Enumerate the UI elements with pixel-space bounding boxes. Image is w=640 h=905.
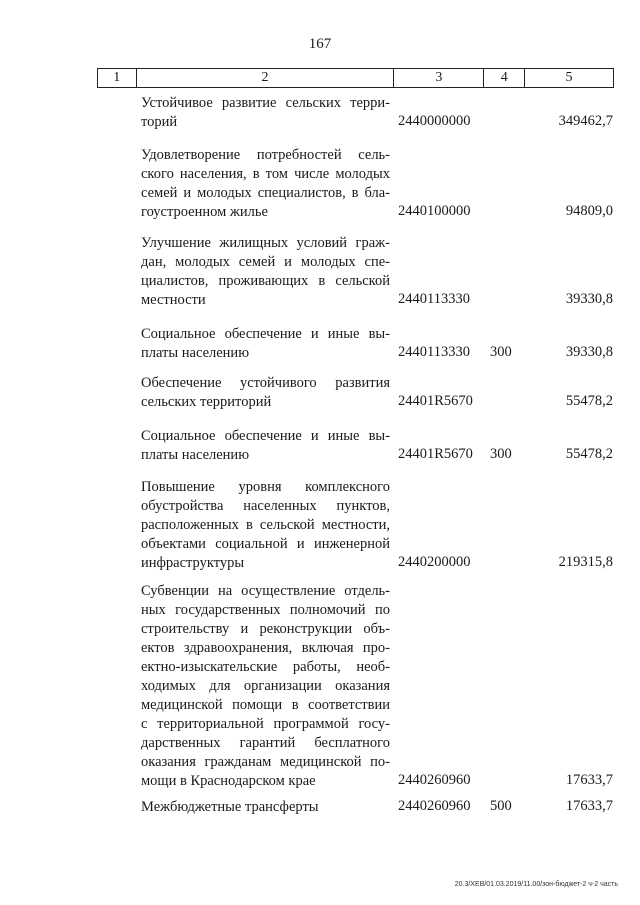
description-line: с территориальной программой госу- xyxy=(141,716,390,732)
row-code: 2440113330 xyxy=(398,344,470,360)
header-col-1: 1 xyxy=(98,69,137,88)
row-code: 2440260960 xyxy=(398,772,471,788)
description-line: Субвенции на осуществление отдель- xyxy=(141,583,390,599)
description-line: Межбюджетные трансферты xyxy=(141,799,319,815)
row-code: 2440100000 xyxy=(398,203,471,219)
description-line: циалистов, проживающих в сельской xyxy=(141,273,390,289)
row-description xyxy=(141,798,390,817)
footer-note: 20.3/XEB/01.03.2019/11.00/зон-бюджет-2 ч-2 часть xyxy=(454,881,618,888)
description-line: местности xyxy=(141,292,206,308)
description-line: Устойчивое развитие сельских терри- xyxy=(141,95,390,111)
description-line: Обеспечение устойчивого развития xyxy=(141,375,390,391)
description-line: платы населению xyxy=(141,345,250,361)
row-description xyxy=(141,427,390,465)
description-line: инфраструктуры xyxy=(141,555,245,571)
header-col-4: 4 xyxy=(484,69,525,88)
description-line: Социальное обеспечение и иные вы- xyxy=(141,326,390,342)
row-code: 2440200000 xyxy=(398,554,471,570)
description-line: семей и молодых специалистов, в бла- xyxy=(141,185,390,201)
description-line: расположенных в сельской местности, xyxy=(141,517,390,533)
description-line: ектно-изыскательские работы, необ- xyxy=(141,659,390,675)
description-line: дарственных гарантий бесплатного xyxy=(141,735,390,751)
description-line: объектами социальной и инженерной xyxy=(141,536,390,552)
table-header xyxy=(97,68,614,88)
row-amount: 39330,8 xyxy=(565,291,613,307)
row-amount: 17633,7 xyxy=(565,772,613,788)
row-amount: 55478,2 xyxy=(565,446,613,462)
row-amount: 17633,7 xyxy=(565,798,613,814)
description-line: Удовлетворение потребностей сель- xyxy=(141,147,390,163)
header-col-5: 5 xyxy=(524,69,613,88)
description-line: ектов здравоохранения, включая про- xyxy=(141,640,390,656)
description-line: оказания гражданам медицинской по- xyxy=(141,754,390,770)
row-code: 24401R5670 xyxy=(398,393,473,409)
header-col-3: 3 xyxy=(394,69,484,88)
row-amount: 39330,8 xyxy=(565,344,613,360)
row-description xyxy=(141,146,390,222)
description-line: строительству и реконструкции объ- xyxy=(141,621,390,637)
description-line: ных государственных полномочий по xyxy=(141,602,390,618)
row-description xyxy=(141,234,390,310)
description-line: ского населения, в том числе молодых xyxy=(141,166,390,182)
row-code: 2440260960 xyxy=(398,798,471,814)
row-expense-type: 300 xyxy=(490,344,512,360)
row-description xyxy=(141,478,390,573)
description-line: Социальное обеспечение и иные вы- xyxy=(141,428,390,444)
row-expense-type: 300 xyxy=(490,446,512,462)
page-number: 167 xyxy=(308,36,332,52)
row-code: 2440113330 xyxy=(398,291,470,307)
row-description xyxy=(141,325,390,363)
row-code: 2440000000 xyxy=(398,113,471,129)
row-code: 24401R5670 xyxy=(398,446,473,462)
description-line: Улучшение жилищных условий граж- xyxy=(141,235,390,251)
row-expense-type: 500 xyxy=(490,798,512,814)
description-line: Повышение уровня комплексного xyxy=(141,479,390,495)
row-amount: 349462,7 xyxy=(558,113,613,129)
description-line: ходимых для организации оказания xyxy=(141,678,390,694)
row-amount: 219315,8 xyxy=(558,554,613,570)
row-amount: 55478,2 xyxy=(565,393,613,409)
row-description xyxy=(141,582,390,791)
description-line: обустройства населенных пунктов, xyxy=(141,498,390,514)
description-line: мощи в Краснодарском крае xyxy=(141,773,316,789)
description-line: дан, молодых семей и молодых спе- xyxy=(141,254,390,270)
description-line: платы населению xyxy=(141,447,250,463)
row-amount: 94809,0 xyxy=(565,203,613,219)
row-description xyxy=(141,374,390,412)
description-line: торий xyxy=(141,114,178,130)
description-line: гоустроенном жилье xyxy=(141,204,268,220)
description-line: медицинской помощи в соответствии xyxy=(141,697,390,713)
description-line: сельских территорий xyxy=(141,394,272,410)
header-col-2: 2 xyxy=(136,69,394,88)
row-description xyxy=(141,94,390,132)
